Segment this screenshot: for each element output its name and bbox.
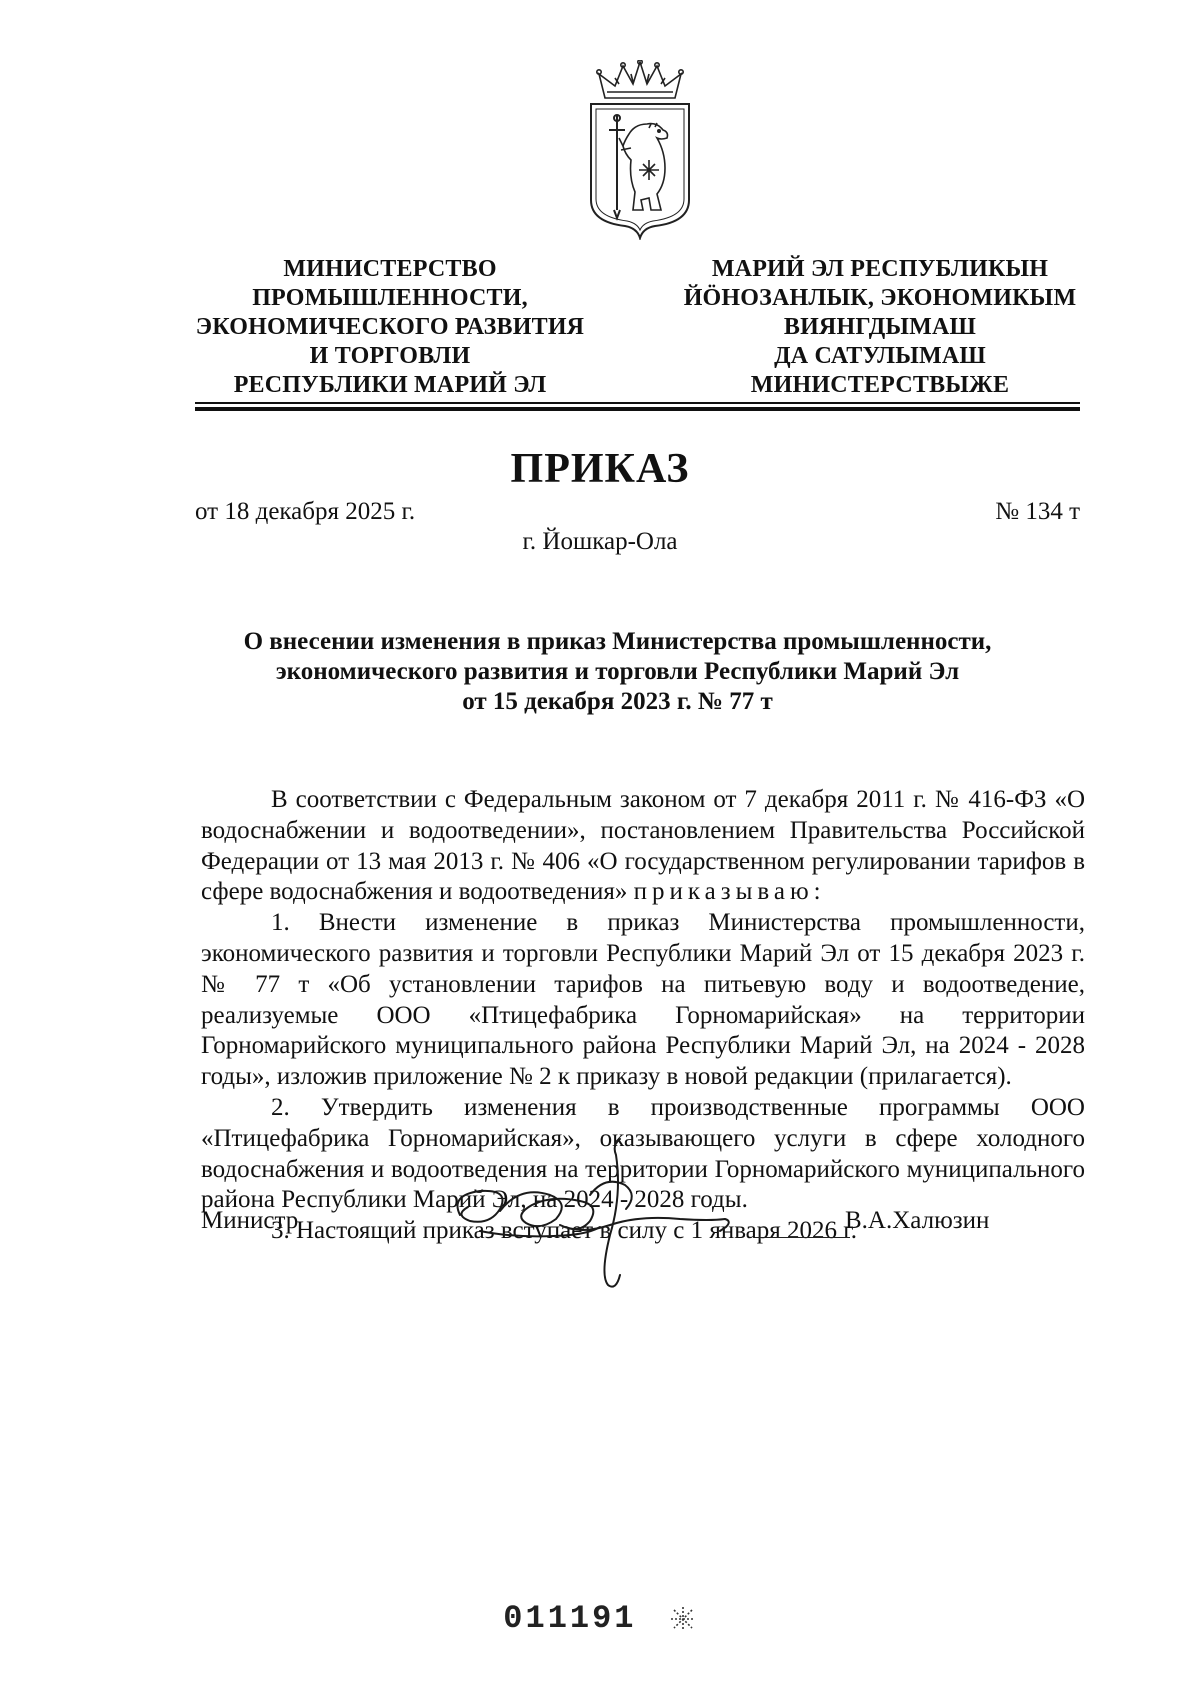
coat-of-arms-icon [585,60,695,240]
signature-underline [755,1237,850,1238]
signatory-role: Министр [201,1207,299,1234]
order-item-3: 3. Настоящий приказ вступает в силу с 1 января 2026 г. [271,1217,857,1245]
subject-line: экономического развития и торговли Республики Марий Эл [275,658,960,685]
order-date: от 18 декабря 2025 г. [195,498,416,525]
order-subject [150,627,1085,717]
ministry-name-mari [680,255,1080,400]
preamble-paragraph [201,785,1085,908]
header-line: ПРОМЫШЛЕННОСТИ, [252,285,528,311]
ministry-name-russian [185,255,595,400]
order-item-2: 2. Утвердить изменения в производственные программы ООО «Птицефабрика Горномарийская», оказывающего услуги в сфере холодного водоснабжения и водоотведения на территории Горномарийского муниципального района Республики Марий Эл, на 2024 - 2028 годы. [201,1093,1085,1214]
header-line: И ТОРГОВЛИ [309,343,471,369]
header-line: МИНИСТЕРСТВО [283,256,497,282]
preamble-text: В соответствии с Федеральным законом от 7 декабря 2011 г. № 416-ФЗ «О водоснабжении и водоотведении», постановлением Правительства Российской Федерации от 13 мая 2013 г. № 406 «О государственном регулировании тарифов в сфере водоснабжения и водоотведения» [201,786,1085,906]
header-line: ЙӦНОЗАНЛЫК, ЭКОНОМИКЫМ [683,285,1077,311]
signatory-name: В.А.Халюзин [845,1207,990,1234]
order-number: № 134 т [995,498,1080,525]
subject-line: О внесении изменения в приказ Министерства промышленности, [243,628,992,655]
header-line: МАРИЙ ЭЛ РЕСПУБЛИКЫН [711,256,1049,282]
header-line: ВИЯНГДЫМАШ [783,314,977,340]
header-divider-thin [195,402,1080,404]
header-line: РЕСПУБЛИКИ МАРИЙ ЭЛ [233,372,547,398]
header-line: ЭКОНОМИЧЕСКОГО РАЗВИТИЯ [195,314,585,340]
serial-number: 011191 [503,1600,637,1637]
document-serial-number [0,1600,1200,1637]
order-item-1: 1. Внести изменение в приказ Министерства промышленности, экономического развития и торговли Республики Марий Эл от 15 декабря 2023 г. № 77 т «Об установлении тарифов на питьевую воду и водоотведение, реализуемые ООО «Птицефабрика Горномарийская» на территории Горномарийского муниципального района Республики Марий Эл, на 2024 - 2028 годы», изложив приложение № 2 к приказу в новой редакции (прилагается). [201,909,1085,1091]
order-city: г. Йошкар-Ола [522,528,678,555]
header-line: ДА САТУЛЫМАШ [774,343,986,369]
subject-line: от 15 декабря 2023 г. № 77 т [462,688,773,715]
order-word: приказываю: [633,878,826,906]
header-line: МИНИСТЕРСТВЫЖЕ [750,372,1010,398]
header-divider-thick [195,407,1080,411]
handwritten-signature-icon [440,1135,860,1295]
document-title: ПРИКАЗ [510,446,690,492]
asterisk-mark-icon [669,1605,697,1633]
